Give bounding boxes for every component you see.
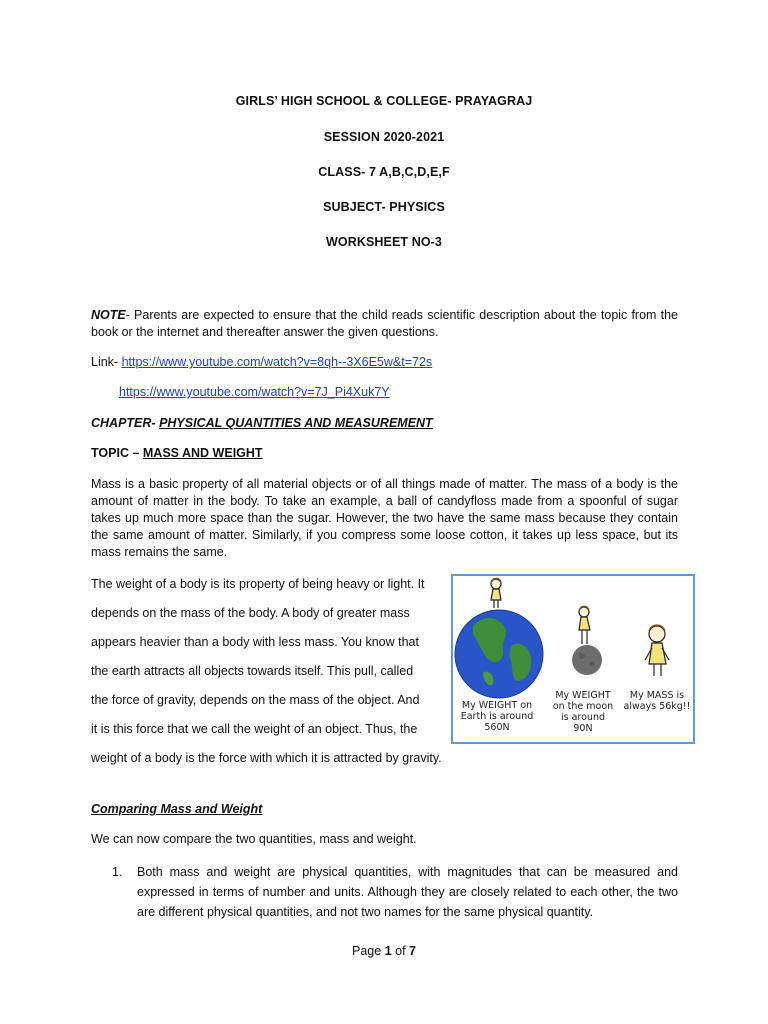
youtube-link-1[interactable]: https://www.youtube.com/watch?v=8qh--3X6E5w&t=72s [121, 355, 433, 369]
chapter-label: CHAPTER- [91, 416, 160, 430]
school-name: GIRLS’ HIGH SCHOOL & COLLEGE- PRAYAGRAJ [235, 94, 533, 108]
topic-label: TOPIC – [91, 446, 143, 460]
weight-line: The weight of a body is its property of being heavy or light. It [91, 577, 425, 591]
page-footer [0, 944, 768, 958]
weight-line: the force of gravity, depends on the mass of the object. And [91, 693, 420, 707]
note-text: - Parents are expected to ensure that the child reads scientific description about the topic from the book or the internet and thereafter answer the given questions. [91, 308, 678, 339]
earth-globe-icon [455, 610, 543, 698]
mass-weight-figure [451, 574, 695, 744]
caption-line: 560N [484, 722, 510, 733]
comparing-heading-text: Comparing Mass and Weight [91, 802, 263, 816]
youtube-link-2[interactable]: https://www.youtube.com/watch?v=7J_Pi4Xuk7Y [119, 385, 390, 399]
caption-line: 90N [573, 723, 593, 734]
standing-girl-figure [645, 625, 669, 676]
girl-on-earth-figure [491, 578, 501, 608]
weight-line: the earth attracts all objects towards itself. This pull, called [91, 664, 414, 678]
weight-line: weight of a body is the force with which it is attracted by gravity. [91, 751, 442, 765]
footer-middle: of [391, 944, 410, 958]
total-pages: 7 [409, 944, 416, 958]
weight-line: it is this force that we call the weight of an object. Thus, the [91, 722, 418, 736]
moon-icon [572, 645, 602, 675]
caption-line: on the moon [552, 701, 614, 712]
weight-line: appears heavier than a body with less mass. You know that [91, 635, 419, 649]
worksheet-title: WORKSHEET NO-3 [326, 235, 442, 249]
caption-line: always 56kg!! [623, 701, 691, 712]
caption-line: Earth is around [460, 711, 534, 722]
list-item-number: 1. [112, 865, 123, 879]
topic-line [91, 446, 263, 460]
caption-line: My MASS is [629, 690, 685, 701]
class-title: CLASS- 7 A,B,C,D,E,F [318, 165, 450, 179]
link-line-2 [119, 385, 390, 399]
link-prefix: Link- [91, 355, 122, 369]
mass-paragraph: Mass is a basic property of all material objects or of all things made of matter. The mass of a body is the amount of matter in the body. To take an example, a ball of candyfloss made from a spoonful of sugar takes up much more space than the sugar. However, the two have the same mass because they contain the same amount of matter. Similarly, if you compress some loose cotton, it takes up less space, but its mass remains the same. [91, 477, 678, 559]
subject-title: SUBJECT- PHYSICS [323, 200, 445, 214]
note-paragraph [91, 307, 678, 341]
mass-caption [621, 690, 693, 712]
comparing-heading [91, 802, 262, 816]
footer-prefix: Page [352, 944, 385, 958]
list-item-text: Both mass and weight are physical quantities, with magnitudes that can be measured and expressed in terms of number and units. Although they are closely related to each other, the two are different physical quantities, and not two names for the same physical quantity. [137, 865, 678, 919]
topic-title: MASS AND WEIGHT [142, 446, 263, 460]
caption-line: is around [560, 712, 605, 723]
comparing-intro: We can now compare the two quantities, mass and weight. [91, 832, 417, 846]
note-label: NOTE [91, 308, 126, 322]
moon-caption [545, 690, 621, 734]
chapter-title: PHYSICAL QUANTITIES AND MEASUREMENT [159, 416, 433, 430]
session-title: SESSION 2020-2021 [323, 130, 445, 144]
caption-line: My WEIGHT [555, 690, 611, 701]
girl-on-moon-figure [579, 606, 590, 644]
caption-line: My WEIGHT on [461, 700, 533, 711]
link-line-1 [91, 355, 432, 369]
chapter-line [91, 416, 433, 430]
earth-caption [455, 700, 539, 733]
weight-line: depends on the mass of the body. A body of greater mass [91, 606, 410, 620]
current-page-number: 1 [384, 944, 392, 958]
